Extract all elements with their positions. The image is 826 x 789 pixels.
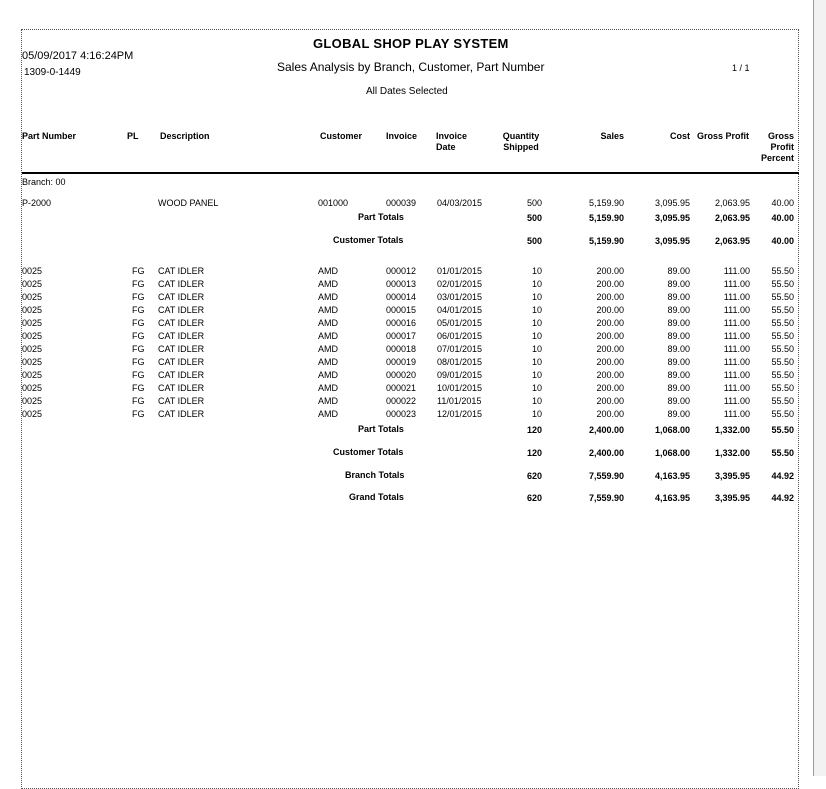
totals-gpp: 55.50 (771, 448, 794, 458)
cell-sales: 200.00 (596, 370, 624, 380)
cell-gpp: 55.50 (771, 370, 794, 380)
cell-qty: 10 (531, 331, 542, 341)
window-right-edge (813, 0, 826, 776)
cell-gp: 111.00 (723, 409, 750, 419)
cell-cost: 89.00 (667, 409, 690, 419)
cell-cust: AMD (318, 383, 338, 393)
cell-cust: AMD (318, 409, 338, 419)
cell-sales: 200.00 (596, 305, 624, 315)
cell-part: 0025 (22, 318, 43, 328)
cell-desc: CAT IDLER (158, 409, 205, 419)
col-customer: Customer (320, 131, 363, 141)
cell-sales: 200.00 (596, 383, 624, 393)
cell-inv: 000017 (386, 331, 417, 341)
cell-cust: AMD (318, 292, 338, 302)
cell-cust: AMD (318, 344, 338, 354)
cell-gp: 111.00 (723, 383, 750, 393)
cell-part: 0025 (22, 409, 43, 419)
cell-sales: 200.00 (596, 266, 624, 276)
cell-qty: 10 (531, 292, 542, 302)
cell-gp: 111.00 (723, 266, 750, 276)
cell-cost: 89.00 (667, 396, 690, 406)
cell-date: 01/01/2015 (437, 266, 483, 276)
totals-gpp: 40.00 (771, 236, 794, 246)
totals-gp: 3,395.95 (714, 493, 750, 503)
cell-cost: 89.00 (667, 383, 690, 393)
cell-qty: 10 (531, 318, 542, 328)
cell-gp: 111.00 (723, 279, 750, 289)
totals-gpp: 40.00 (771, 213, 794, 223)
totals-gp: 1,332.00 (714, 425, 750, 435)
cell-date: 10/01/2015 (437, 383, 483, 393)
cell-gpp: 55.50 (771, 266, 794, 276)
cell-part: 0025 (22, 305, 43, 315)
cell-sales: 200.00 (596, 331, 624, 341)
cell-sales: 200.00 (596, 396, 624, 406)
col-invoice-date-line2: Date (436, 142, 456, 152)
cell-desc: CAT IDLER (158, 370, 205, 380)
totals-sales: 2,400.00 (588, 448, 624, 458)
totals-qty: 120 (526, 448, 542, 458)
cell-pl: FG (132, 370, 145, 380)
cell-gpp: 55.50 (771, 344, 794, 354)
cell-gp: 111.00 (723, 305, 750, 315)
col-quantity-line2: Shipped (503, 142, 539, 152)
cell-qty: 10 (531, 396, 542, 406)
totals-gpp: 44.92 (771, 471, 794, 481)
totals-cost: 1,068.00 (654, 425, 690, 435)
col-gpp-line1: Gross (767, 131, 794, 141)
cell-qty: 500 (526, 198, 542, 208)
cell-pl: FG (132, 318, 145, 328)
cell-desc: CAT IDLER (158, 357, 205, 367)
cell-gp: 111.00 (723, 344, 750, 354)
cell-sales: 200.00 (596, 279, 624, 289)
report-title: Sales Analysis by Branch, Customer, Part Number (277, 60, 545, 74)
cell-date: 11/01/2015 (437, 396, 482, 406)
cell-cust: AMD (318, 370, 338, 380)
cell-inv: 000021 (386, 383, 417, 393)
cell-gp: 111.00 (723, 292, 750, 302)
cell-part: 0025 (22, 344, 43, 354)
totals-sales: 7,559.90 (588, 471, 624, 481)
cell-desc: CAT IDLER (158, 266, 205, 276)
cell-part: 0025 (22, 357, 43, 367)
cell-date: 05/01/2015 (437, 318, 483, 328)
cell-gp: 111.00 (723, 331, 750, 341)
cell-desc: CAT IDLER (158, 344, 205, 354)
totals-label: Customer Totals (333, 235, 404, 245)
cell-gp: 111.00 (723, 396, 750, 406)
cell-inv: 000023 (386, 409, 417, 419)
totals-cost: 4,163.95 (654, 471, 690, 481)
cell-part: 0025 (22, 331, 43, 341)
totals-label: Part Totals (358, 424, 404, 434)
cell-pl: FG (132, 409, 145, 419)
cell-date: 03/01/2015 (437, 292, 483, 302)
cell-sales: 200.00 (596, 318, 624, 328)
cell-sales: 200.00 (596, 292, 624, 302)
cell-gpp: 55.50 (771, 279, 794, 289)
cell-desc: CAT IDLER (158, 396, 205, 406)
col-pl: PL (127, 131, 139, 141)
cell-sales: 5,159.90 (588, 198, 624, 208)
totals-gp: 1,332.00 (714, 448, 750, 458)
cell-pl: FG (132, 331, 145, 341)
cell-cust: AMD (318, 305, 338, 315)
cell-part: 0025 (22, 396, 43, 406)
date-filter: All Dates Selected (366, 86, 448, 97)
totals-label: Part Totals (358, 212, 404, 222)
cell-gpp: 55.50 (771, 396, 794, 406)
cell-gpp: 55.50 (771, 409, 794, 419)
cell-part: 0025 (22, 279, 43, 289)
cell-inv: 000020 (386, 370, 417, 380)
page-number: 1 / 1 (732, 63, 750, 73)
cell-cust: AMD (318, 266, 338, 276)
cell-qty: 10 (531, 357, 542, 367)
cell-pl: FG (132, 266, 145, 276)
totals-cost: 4,163.95 (654, 493, 690, 503)
cell-gp: 2,063.95 (714, 198, 750, 208)
cell-cust: AMD (318, 357, 338, 367)
cell-inv: 000016 (386, 318, 417, 328)
cell-inv: 000018 (386, 344, 417, 354)
totals-qty: 620 (526, 493, 542, 503)
cell-qty: 10 (531, 370, 542, 380)
cell-gpp: 55.50 (771, 318, 794, 328)
totals-sales: 5,159.90 (588, 213, 624, 223)
cell-qty: 10 (531, 383, 542, 393)
cell-cust: AMD (318, 331, 338, 341)
cell-pl: FG (132, 279, 145, 289)
cell-part: P-2000 (22, 198, 52, 208)
col-gross-profit: Gross Profit (697, 131, 750, 141)
cell-date: 04/01/2015 (437, 305, 483, 315)
header-rule (22, 172, 799, 174)
cell-cost: 89.00 (667, 357, 690, 367)
col-quantity-shipped (496, 131, 546, 153)
cell-inv: 000015 (386, 305, 417, 315)
totals-gp: 2,063.95 (714, 213, 750, 223)
totals-label: Grand Totals (349, 492, 404, 502)
cell-cust: AMD (318, 396, 338, 406)
totals-gpp: 55.50 (771, 425, 794, 435)
job-id: 1309-0-1449 (24, 67, 81, 78)
totals-label: Customer Totals (333, 447, 404, 457)
cell-date: 02/01/2015 (437, 279, 483, 289)
cell-date: 07/01/2015 (437, 344, 483, 354)
cell-cost: 89.00 (667, 266, 690, 276)
cell-cost: 89.00 (667, 344, 690, 354)
cell-cust: AMD (318, 318, 338, 328)
cell-gp: 111.00 (723, 357, 750, 367)
cell-inv: 000012 (386, 266, 417, 276)
col-description: Description (160, 131, 210, 141)
cell-inv: 000022 (386, 396, 417, 406)
cell-desc: CAT IDLER (158, 305, 205, 315)
cell-desc: CAT IDLER (158, 331, 205, 341)
totals-gp: 3,395.95 (714, 471, 750, 481)
cell-pl: FG (132, 383, 145, 393)
cell-desc: CAT IDLER (158, 292, 205, 302)
cell-qty: 10 (531, 266, 542, 276)
cell-part: 0025 (22, 292, 43, 302)
cell-sales: 200.00 (596, 357, 624, 367)
col-quantity-line1: Quantity (502, 131, 540, 141)
cell-cost: 89.00 (667, 370, 690, 380)
cell-gpp: 40.00 (771, 198, 794, 208)
cell-date: 12/01/2015 (437, 409, 483, 419)
col-sales: Sales (600, 131, 624, 141)
cell-qty: 10 (531, 409, 542, 419)
cell-cust: 001000 (318, 198, 349, 208)
cell-gpp: 55.50 (771, 331, 794, 341)
cell-desc: CAT IDLER (158, 279, 205, 289)
cell-pl: FG (132, 292, 145, 302)
cell-qty: 10 (531, 305, 542, 315)
col-part-number: Part Number (22, 131, 77, 141)
cell-cost: 89.00 (667, 318, 690, 328)
cell-cost: 89.00 (667, 331, 690, 341)
branch-label: Branch: 00 (22, 177, 66, 187)
cell-cust: AMD (318, 279, 338, 289)
cell-cost: 89.00 (667, 305, 690, 315)
totals-qty: 620 (526, 471, 542, 481)
cell-gpp: 55.50 (771, 305, 794, 315)
cell-date: 06/01/2015 (437, 331, 483, 341)
col-invoice-date (436, 131, 467, 153)
totals-gp: 2,063.95 (714, 236, 750, 246)
totals-cost: 3,095.95 (654, 213, 690, 223)
totals-sales: 5,159.90 (588, 236, 624, 246)
totals-cost: 1,068.00 (654, 448, 690, 458)
cell-gpp: 55.50 (771, 383, 794, 393)
cell-date: 08/01/2015 (437, 357, 483, 367)
totals-gpp: 44.92 (771, 493, 794, 503)
system-title: GLOBAL SHOP PLAY SYSTEM (313, 36, 509, 51)
col-gpp-line2: Profit (770, 142, 794, 152)
cell-desc: WOOD PANEL (158, 198, 219, 208)
cell-date: 04/03/2015 (437, 198, 483, 208)
cell-inv: 000019 (386, 357, 417, 367)
cell-sales: 200.00 (596, 344, 624, 354)
cell-gpp: 55.50 (771, 292, 794, 302)
cell-pl: FG (132, 305, 145, 315)
cell-pl: FG (132, 357, 145, 367)
totals-qty: 500 (526, 213, 542, 223)
cell-qty: 10 (531, 344, 542, 354)
cell-gp: 111.00 (723, 318, 750, 328)
cell-inv: 000039 (386, 198, 417, 208)
cell-part: 0025 (22, 383, 43, 393)
cell-sales: 200.00 (596, 409, 624, 419)
totals-cost: 3,095.95 (654, 236, 690, 246)
totals-sales: 7,559.90 (588, 493, 624, 503)
cell-gp: 111.00 (723, 370, 750, 380)
cell-desc: CAT IDLER (158, 383, 205, 393)
cell-cost: 89.00 (667, 292, 690, 302)
col-gpp-line3: Percent (760, 153, 794, 163)
totals-qty: 500 (526, 236, 542, 246)
cell-inv: 000013 (386, 279, 417, 289)
cell-pl: FG (132, 344, 145, 354)
cell-qty: 10 (531, 279, 542, 289)
cell-part: 0025 (22, 370, 43, 380)
cell-pl: FG (132, 396, 145, 406)
cell-date: 09/01/2015 (437, 370, 483, 380)
totals-sales: 2,400.00 (588, 425, 624, 435)
print-datetime: 05/09/2017 4:16:24PM (22, 50, 134, 62)
col-invoice-date-line1: Invoice (436, 131, 468, 141)
col-cost: Cost (670, 131, 690, 141)
totals-qty: 120 (526, 425, 542, 435)
cell-inv: 000014 (386, 292, 417, 302)
cell-cost: 89.00 (667, 279, 690, 289)
cell-gpp: 55.50 (771, 357, 794, 367)
col-gross-profit-percent (754, 131, 794, 164)
cell-desc: CAT IDLER (158, 318, 205, 328)
cell-part: 0025 (22, 266, 43, 276)
cell-cost: 3,095.95 (654, 198, 690, 208)
col-invoice: Invoice (386, 131, 418, 141)
totals-label: Branch Totals (345, 470, 405, 480)
